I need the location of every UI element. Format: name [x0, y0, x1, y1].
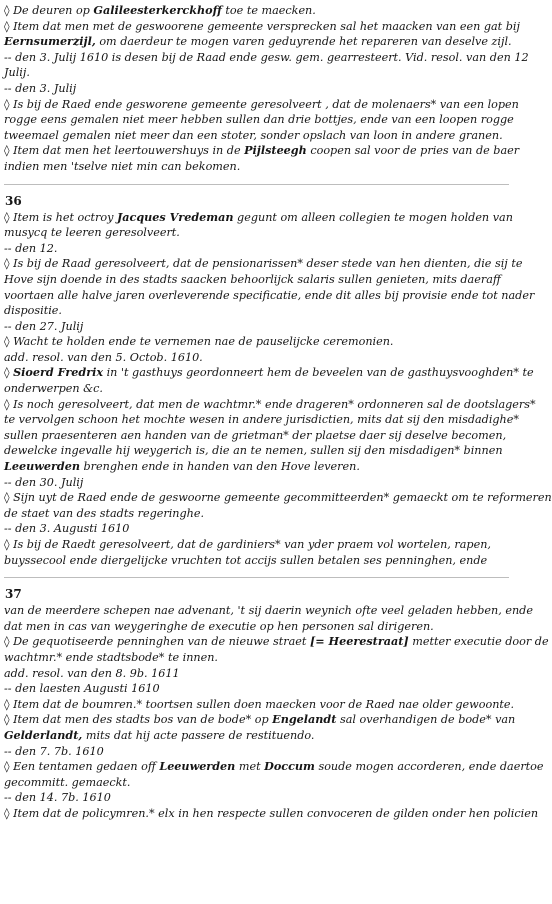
text-line: [4, 428, 509, 444]
text-segment: brenghen ende in handen van den Hove leveren.: [79, 460, 360, 474]
text-line: [4, 365, 534, 381]
text-line: [4, 288, 535, 304]
text-segment: ◊ Een tentamen gedaen off: [4, 760, 160, 774]
text-segment: -- den 30. Julij: [4, 475, 84, 489]
text-line: [4, 65, 509, 81]
text-segment: wachtmr.* ende stadtsbode* te innen.: [4, 650, 218, 664]
text-line: [4, 50, 529, 66]
text-segment: -- den 7. 7b. 1610: [4, 744, 104, 758]
bold-name: Gelderlandt,: [4, 727, 83, 742]
bold-name: Doccum: [264, 759, 315, 774]
text-line: [4, 728, 509, 744]
text-segment: Hove sijn doende in des stadts saacken behoorlijck salaris sullen genieten, mits daeraff: [4, 272, 501, 286]
text-segment: ◊ Item is het octroy: [4, 210, 117, 224]
text-segment: dispositie.: [4, 304, 62, 318]
text-segment: add. resol. van den 8. 9b. 1611: [4, 666, 180, 680]
text-line: [4, 650, 509, 666]
text-segment: ◊ Item dat men des stadts bos van de bode* op: [4, 713, 273, 727]
text-line: [4, 603, 533, 619]
page-divider: [4, 577, 509, 578]
text-line: [4, 241, 509, 257]
text-line: [4, 143, 520, 159]
bold-name: [= Heerestraat]: [309, 634, 409, 649]
text-segment: te vervolgen schoon het mochte wesen in andere jurisdictien, mits dat sij den misdadighe*: [4, 413, 519, 427]
text-segment: om daerdeur te mogen varen geduyrende het repareren van deselve zijl.: [95, 35, 512, 49]
text-segment: -- den laesten Augusti 1610: [4, 682, 160, 696]
text-line: [4, 334, 509, 350]
text-line: [4, 634, 549, 650]
text-segment: van de meerdere schepen nae advenant, 't sij daerin weynich ofte veel geladen hebben, ende: [4, 604, 533, 618]
text-line: [4, 475, 509, 491]
text-segment: rogge eens gemalen niet meer hebben sullen dan drie bottjes, ende van een loopen rogge: [4, 113, 514, 127]
text-segment: in 't gasthuys geordonneert hem de beveelen van de gasthuysvooghden* te: [103, 366, 534, 380]
text-line: [4, 490, 552, 506]
text-segment: ◊ De gequotiseerde penninghen van de nieuwe straet: [4, 635, 310, 649]
text-segment: ◊ Item dat men het leertouwershuys in de: [4, 144, 245, 158]
text-segment: -- den 3. Augusti 1610: [4, 522, 130, 536]
bold-name: Pijlsteegh: [244, 143, 307, 158]
bold-name: Eernsumerzijl,: [4, 34, 96, 49]
text-line: [4, 443, 509, 459]
text-segment: -- den 3. Julij 1610 is desen bij de Raad ende gesw. gem. gearresteert. Vid. resol. van den 12: [4, 50, 529, 64]
text-segment: tweemael gemalen niet meer dan een stoter, sonder opslach van loon in andere granen.: [4, 128, 503, 142]
bold-name: Engelandt: [272, 712, 337, 727]
text-segment: sullen praesenteren aen handen van de grietman* der plaetse daer sij deselve becomen,: [4, 428, 507, 442]
text-line: [4, 790, 509, 806]
text-line: [4, 128, 509, 144]
text-segment: add. resol. van den 5. Octob. 1610.: [4, 350, 203, 364]
text-line: [4, 225, 509, 241]
text-segment: buyssecool ende diergelijcke vruchten tot accijs sullen betalen ses penninghen, ende: [4, 553, 488, 567]
bold-name: Jacques Vredeman: [117, 209, 234, 224]
text-segment: -- den 14. 7b. 1610: [4, 791, 111, 805]
text-line: [4, 619, 509, 635]
text-line: [4, 303, 509, 319]
text-line: [4, 97, 519, 113]
document-body: [4, 3, 552, 822]
text-line: [4, 159, 509, 175]
text-segment: voortaen alle halve jaren overleverende specificatie, ende dit alles bij provisie ende tot nader: [4, 288, 535, 302]
text-segment: met: [235, 760, 265, 774]
text-segment: ◊ Is bij de Raedt geresolveert, dat de gardiniers* van yder praem vol wortelen, rapen,: [4, 538, 491, 551]
text-segment: ◊ Item dat men met de geswoorene gemeente versprecken sal het maacken van een gat bij: [4, 19, 520, 33]
text-segment: metter executie door de: [408, 635, 549, 649]
text-segment: toe te maecken.: [221, 4, 316, 17]
text-segment: ◊ Item dat de policymren.* elx in hen respecte sullen convoceren de gilden onder hen policien: [4, 806, 539, 820]
text-segment: Julij.: [4, 66, 30, 80]
text-line: [4, 681, 509, 697]
text-line: [4, 272, 509, 288]
text-line: [4, 459, 509, 475]
text-line: [4, 34, 512, 50]
page-number: 36: [5, 193, 22, 208]
text-segment: de staet van des stadts regeringhe.: [4, 506, 205, 520]
text-line: [4, 759, 544, 775]
text-line: [4, 666, 509, 682]
text-segment: soude mogen accorderen, ende daertoe: [314, 760, 544, 774]
text-segment: dewelcke ingevalle hij weygerich is, die an te nemen, sullen sij den misdadigen* binnen: [4, 444, 503, 458]
text-segment: -- den 12.: [4, 241, 58, 255]
text-segment: sal overhandigen de bode* van: [336, 713, 516, 727]
bold-name: Leeuwerden: [159, 759, 236, 774]
text-segment: musycq te leeren geresolveert.: [4, 226, 180, 240]
text-segment: -- den 27. Julij: [4, 319, 84, 333]
text-line: [4, 319, 509, 335]
text-segment: ◊ Is noch geresolveert, dat men de wachtmr.* ende drageren* ordonneren sal de dootslagers*: [4, 397, 536, 411]
text-line: [4, 81, 509, 97]
text-segment: ◊ Item dat de boumren.* toortsen sullen doen maecken voor de Raed nae older gewoonte.: [4, 697, 515, 711]
bold-name: Sioerd Fredrix: [13, 365, 104, 380]
text-segment: ◊ Wacht te holden ende te vernemen nae de pauselijcke ceremonien.: [4, 335, 394, 349]
page-number: 37: [5, 587, 22, 602]
text-line: [4, 412, 519, 428]
text-segment: gecommitt. gemaeckt.: [4, 775, 131, 789]
text-line: [4, 744, 509, 760]
text-line: [4, 806, 539, 822]
text-line: [4, 553, 509, 569]
text-line: [4, 381, 509, 397]
text-line: [4, 112, 514, 128]
text-segment: indien men 'tselve niet min can bekomen.: [4, 159, 241, 173]
text-segment: ◊ De deuren op: [4, 4, 94, 17]
text-line: [4, 521, 509, 537]
text-line: [4, 537, 509, 553]
text-line: [4, 209, 513, 226]
text-line: [4, 712, 516, 728]
text-line: [4, 506, 509, 522]
text-line: [4, 19, 520, 35]
text-segment: ◊ Sijn uyt de Raed ende de geswoorne gemeente gecommitteerden* gemaeckt om te reformeren: [4, 491, 552, 505]
bold-name: Galileesterkerckhoff: [93, 3, 222, 17]
page-divider: [4, 184, 509, 185]
text-segment: dat men in cas van weygeringhe de executie op hen personen sal dirigeren.: [4, 619, 434, 633]
text-line: [4, 350, 509, 366]
text-segment: mits dat hij acte passere de restituendo.: [82, 728, 315, 742]
text-segment: ◊ Is bij de Raed ende gesworene gemeente geresolveert , dat de molenaers* van een lopen: [4, 97, 519, 111]
text-line: [4, 697, 515, 713]
text-line: [4, 397, 536, 413]
text-segment: -- den 3. Julij: [4, 81, 77, 95]
text-segment: gegunt om alleen collegien te mogen holden van: [233, 210, 513, 224]
text-line: [4, 775, 509, 791]
text-segment: coopen sal voor de pries van de baer: [306, 144, 520, 158]
text-line: [4, 256, 523, 272]
text-segment: onderwerpen &c.: [4, 382, 103, 396]
bold-name: Leeuwerden: [4, 459, 80, 474]
text-segment: ◊ Is bij de Raad geresolveert, dat de pensionarissen* deser stede van hen dienten, die sij te: [4, 257, 523, 271]
text-segment: ◊: [4, 366, 14, 380]
text-line: [4, 3, 509, 19]
